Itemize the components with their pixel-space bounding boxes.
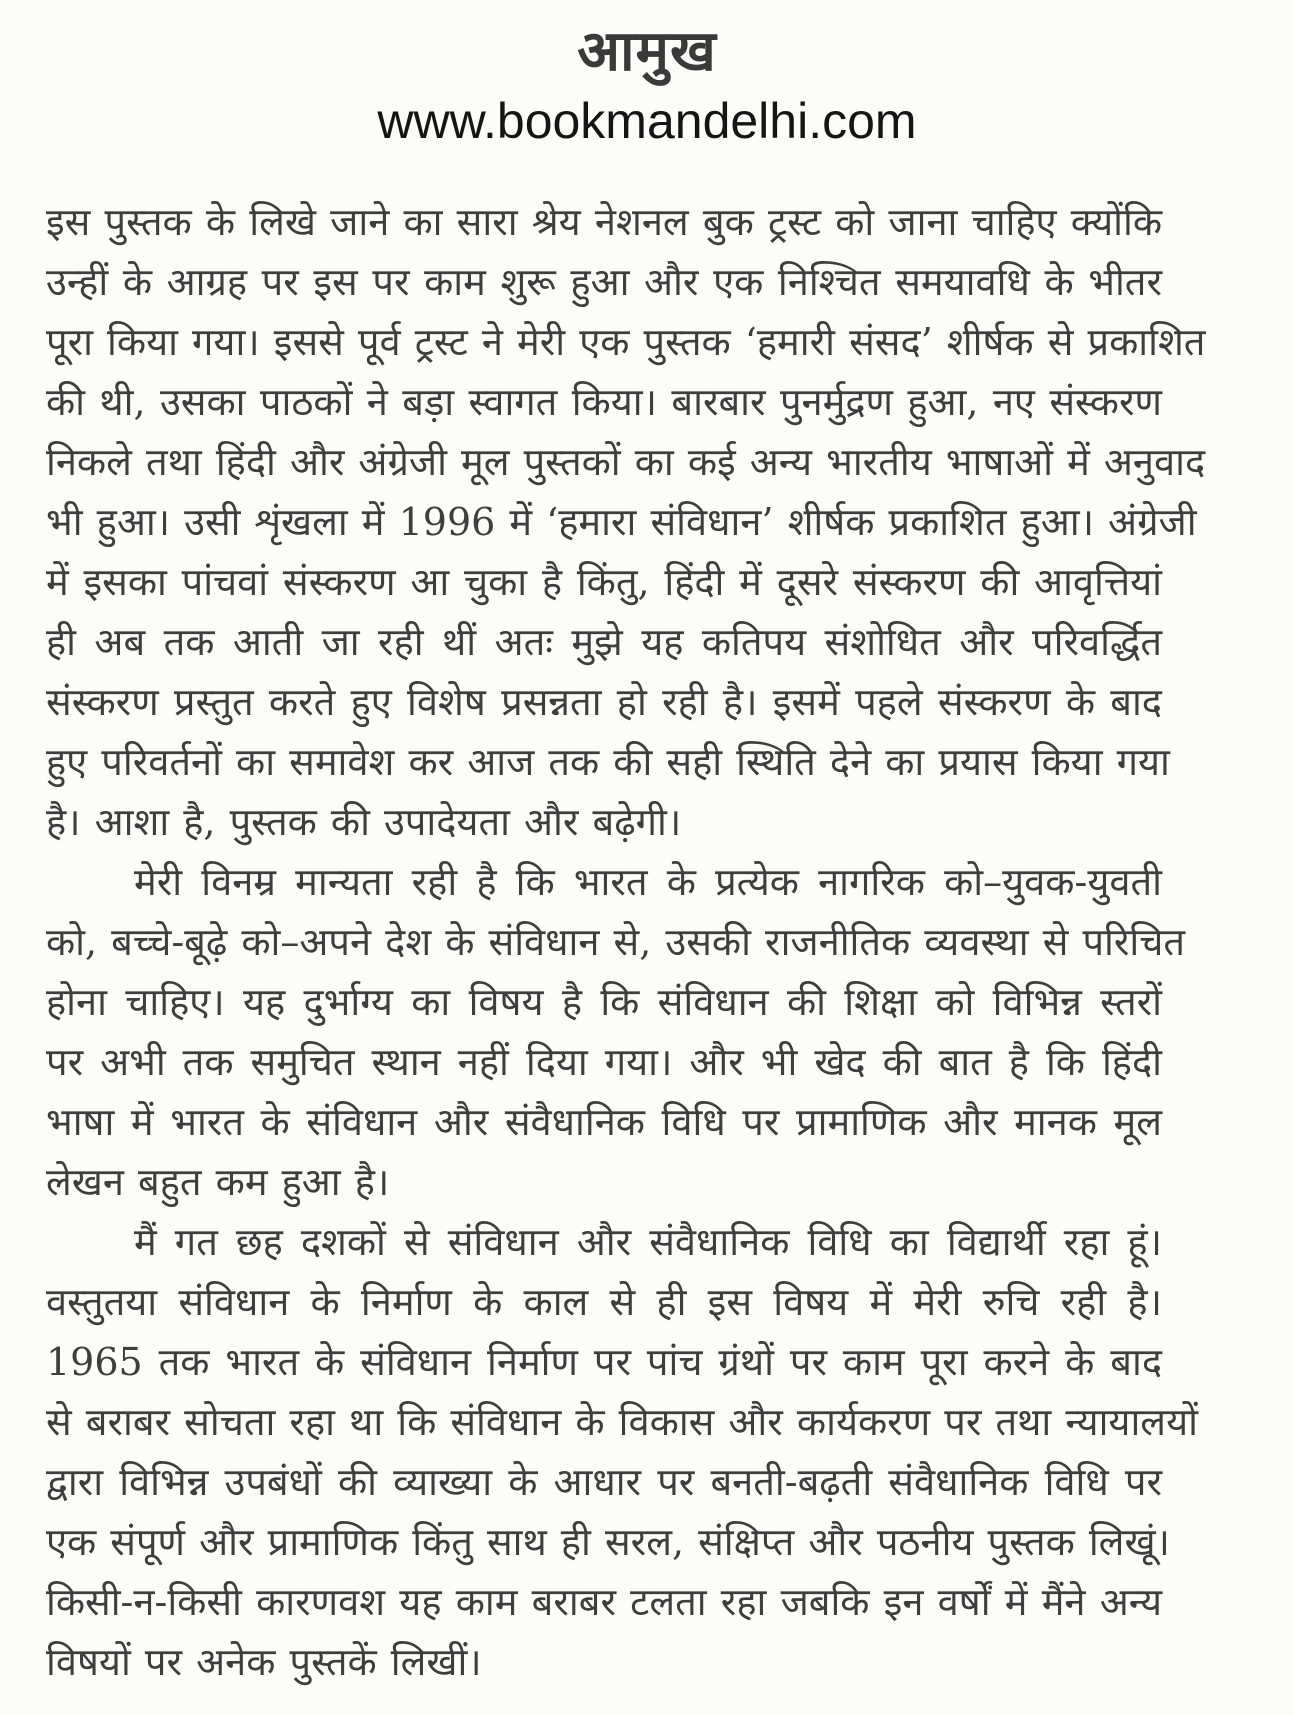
text-line: निकले तथा हिंदी और अंग्रेजी मूल पुस्तकों का कई अन्य भारतीय भाषाओं में अनुवाद (46, 440, 1206, 484)
text-line: 1965 तक भारत के संविधान निर्माण पर पांच ग्रंथों पर काम पूरा करने के बाद (46, 1340, 1162, 1384)
text-line: होना चाहिए। यह दुर्भाग्य का विषय है कि संविधान की शिक्षा को विभिन्न स्तरों (46, 980, 1162, 1024)
text-line: इस पुस्तक के लिखे जाने का सारा श्रेय नेशनल बुक ट्रस्ट को जाना चाहिए क्योंकि (46, 200, 1162, 244)
text-line: में इसका पांचवां संस्करण आ चुका है किंतु, हिंदी में दूसरे संस्करण की आवृत्तियां (46, 560, 1162, 604)
text-line: लेखन बहुत कम हुआ है। (46, 1160, 390, 1204)
preface-paragraph-1 (46, 192, 1206, 852)
preface-body (46, 192, 1206, 1692)
text-line: मेरी विनम्र मान्यता रही है कि भारत के प्रत्येक नागरिक को–युवक-युवती (134, 860, 1162, 904)
text-line: संस्करण प्रस्तुत करते हुए विशेष प्रसन्नता हो रही है। इसमें पहले संस्करण के बाद (46, 680, 1162, 724)
text-line: पर अभी तक समुचित स्थान नहीं दिया गया। और भी खेद की बात है कि हिंदी (46, 1040, 1162, 1084)
page-title: आमुख (577, 18, 717, 84)
text-line: वस्तुतया संविधान के निर्माण के काल से ही इस विषय में मेरी रुचि रही है। (46, 1280, 1162, 1324)
text-line: भाषा में भारत के संविधान और संवैधानिक विधि पर प्रामाणिक और मानक मूल (46, 1100, 1162, 1144)
text-line: मैं गत छह दशकों से संविधान और संवैधानिक विधि का विद्यार्थी रहा हूं। (134, 1220, 1162, 1264)
text-line: उन्हीं के आग्रह पर इस पर काम शुरू हुआ और एक निश्चित समयावधि के भीतर (46, 260, 1162, 304)
watermark-url: www.bookmandelhi.com (377, 93, 917, 149)
text-line: द्वारा विभिन्न उपबंधों की व्याख्या के आधार पर बनती-बढ़ती संवैधानिक विधि पर (46, 1460, 1162, 1504)
preface-paragraph-3 (46, 1212, 1198, 1692)
text-line: से बराबर सोचता रहा था कि संविधान के विकास और कार्यकरण पर तथा न्यायालयों (46, 1400, 1198, 1444)
preface-paragraph-2 (46, 852, 1186, 1212)
text-line: एक संपूर्ण और प्रामाणिक किंतु साथ ही सरल, संक्षिप्त और पठनीय पुस्तक लिखूं। (46, 1520, 1170, 1564)
text-line: भी हुआ। उसी शृंखला में 1996 में ‘हमारा संविधान’ शीर्षक प्रकाशित हुआ। अंग्रेजी (46, 500, 1197, 544)
text-line: की थी, उसका पाठकों ने बड़ा स्वागत किया। बारबार पुनर्मुद्रण हुआ, नए संस्करण (46, 380, 1162, 424)
text-line: है। आशा है, पुस्तक की उपादेयता और बढ़ेगी। (46, 800, 682, 844)
text-line: पूरा किया गया। इससे पूर्व ट्रस्ट ने मेरी एक पुस्तक ‘हमारी संसद’ शीर्षक से प्रकाशित (46, 320, 1206, 364)
text-line: किसी-न-किसी कारणवश यह काम बराबर टलता रहा जबकि इन वर्षों में मैंने अन्य (46, 1580, 1162, 1624)
text-line: को, बच्चे-बूढ़े को–अपने देश के संविधान से, उसकी राजनीतिक व्यवस्था से परिचित (46, 920, 1186, 964)
text-line: ही अब तक आती जा रही थीं अतः मुझे यह कतिपय संशोधित और परिवर्द्धित (46, 620, 1162, 664)
text-line: विषयों पर अनेक पुस्तकें लिखीं। (46, 1640, 482, 1684)
text-line: हुए परिवर्तनों का समावेश कर आज तक की सही स्थिति देने का प्रयास किया गया (46, 740, 1170, 784)
